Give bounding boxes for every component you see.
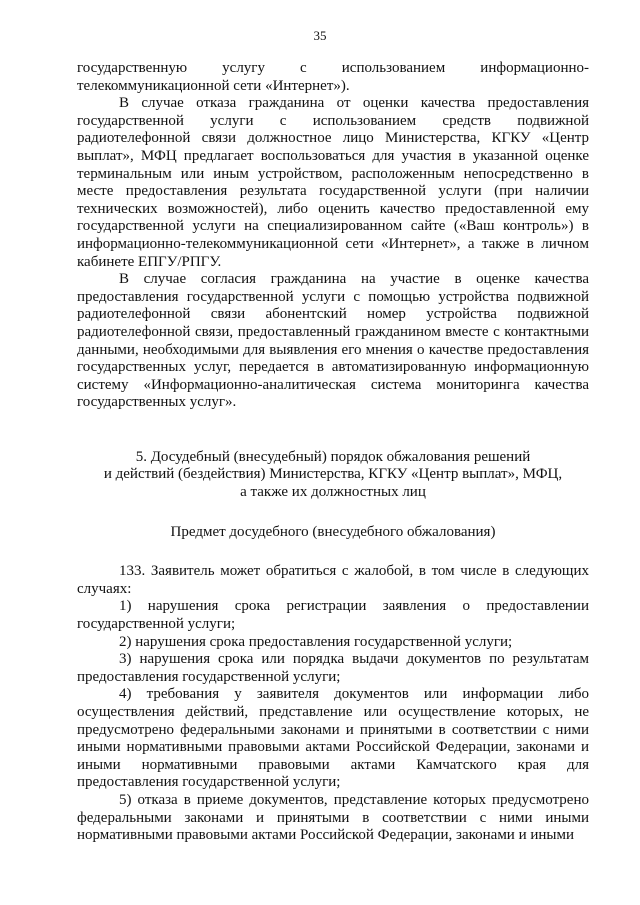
paragraph-consent-evaluation: В случае согласия гражданина на участие в оценке качества предоставления государственной услуги с помощью устройства подвижной радиотелефонной связи абонентский номер устройства подвижной радиотелефонной связи, предоставленный гражданином вместе с контактными данными, необходимыми для выявления его мнения о качестве предоставления государственных услуг, передается в автоматизированную информационную систему «Информационно-аналитическая система мониторинга качества государственных услуг». xyxy=(77,271,589,411)
spacer xyxy=(77,502,589,524)
spacer xyxy=(77,541,589,563)
paragraph-133: 133. Заявитель может обратиться с жалобой, в том числе в следующих случаях: xyxy=(77,563,589,597)
document-body xyxy=(77,60,589,845)
list-item-2: 2) нарушения срока предоставления государственной услуги; xyxy=(119,633,513,650)
page-number: 35 xyxy=(313,28,327,43)
paragraph-continuation: государственную услугу с использованием информационно-телекоммуникационной сети «Интернет»). xyxy=(77,60,589,94)
paragraph-refusal-evaluation: В случае отказа гражданина от оценки качества предоставления государственной услуги с использованием средств подвижной радиотелефонной связи должностное лицо Министерства, КГКУ «Центр выплат», МФЦ предлагает воспользоваться для участия в указанной оценке терминальным или иным устройством, расположенным непосредственно в месте предоставления результата государственной услуги (при наличии технических возможностей), либо оценить качество предоставленной ему государственной услуги на специализированном сайте («Ваш контроль») в информационно-телекоммуникационной сети «Интернет», а также в личном кабинете ЕПГУ/РПГУ. xyxy=(77,95,589,270)
list-item-3: 3) нарушения срока или порядка выдачи документов по результатам предоставления государственной услуги; xyxy=(77,651,589,685)
list-item-5: 5) отказа в приеме документов, представление которых предусмотрено федеральными законами и принятыми в соответствии с ними иными нормативными правовыми актами Российской Федерации, законами и иными xyxy=(77,791,589,844)
list-item-4: 4) требования у заявителя документов или информации либо осуществления действий, представление или осуществление которых, не предусмотрено федеральными законами и принятыми в соответствии с ними иными нормативными правовыми актами Российской Федерации, законами и иными нормативными правовыми актами Камчатского края для предоставления государственной услуги; xyxy=(77,686,589,791)
spacer xyxy=(77,412,589,449)
section-heading-line-2: и действий (бездействия) Министерства, КГКУ «Центр выплат», МФЦ, xyxy=(103,466,563,483)
subheading: Предмет досудебного (внесудебного обжалования) xyxy=(170,523,496,540)
section-heading-line-3: а также их должностных лиц xyxy=(240,484,426,501)
section-heading-line-1: 5. Досудебный (внесудебный) порядок обжалования решений xyxy=(135,448,531,465)
list-item-1: 1) нарушения срока регистрации заявления о предоставлении государственной услуги; xyxy=(77,598,589,633)
